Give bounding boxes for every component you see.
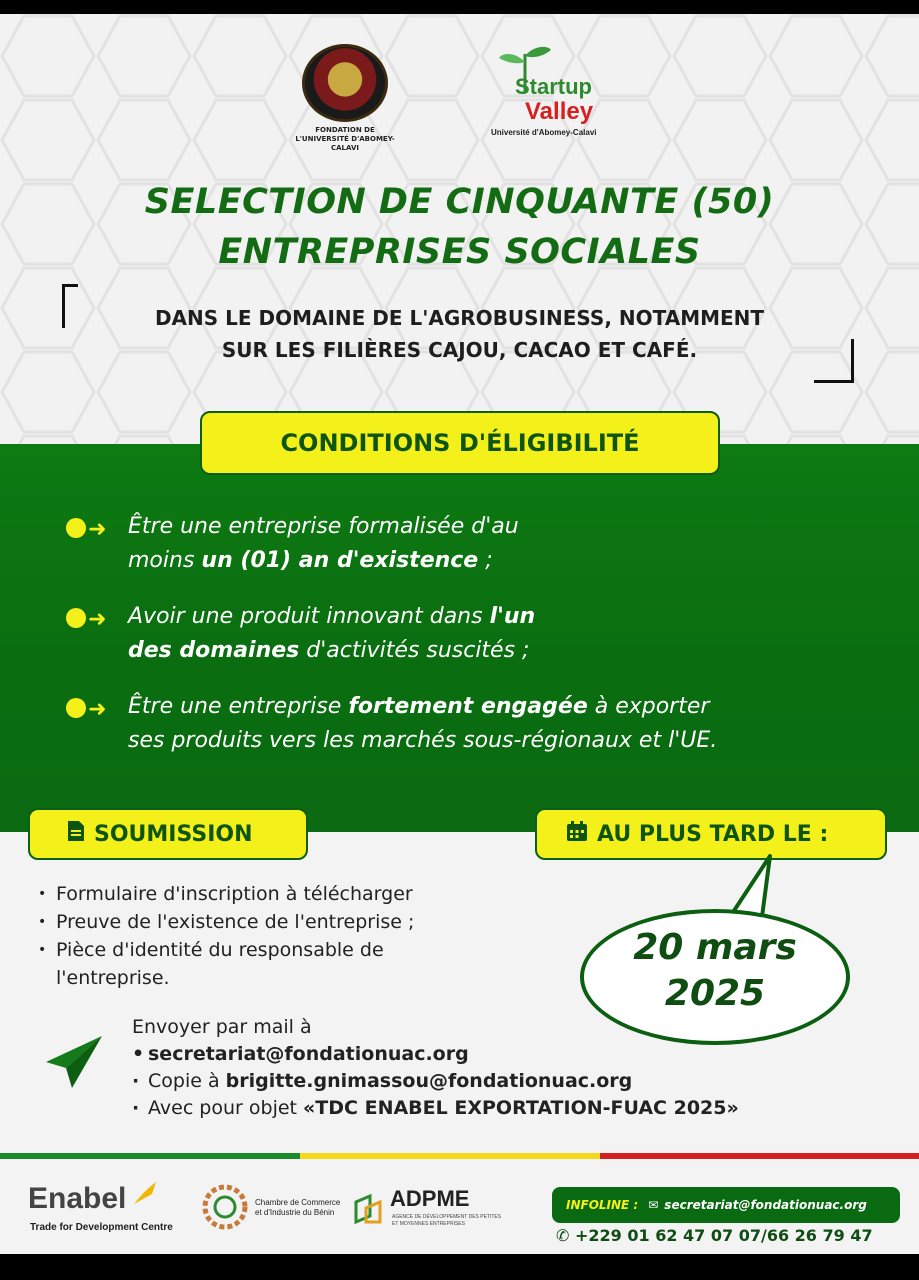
fuac-logo — [295, 44, 395, 153]
phone-number: +229 01 62 47 07 07/66 26 79 47 — [574, 1226, 873, 1245]
infoline-box — [552, 1187, 900, 1223]
startup-valley-subtitle: Université d'Abomey-Calavi — [491, 128, 597, 137]
criterion-2 — [66, 600, 906, 668]
arrow-right-icon: ➜ — [88, 517, 107, 542]
bullet-dot-icon — [66, 608, 86, 628]
infoline-label: INFOLINE : — [566, 1198, 639, 1212]
enabel-swoosh-icon — [132, 1180, 158, 1206]
conditions-heading: CONDITIONS D'ÉLIGIBILITÉ — [200, 411, 720, 475]
fuac-caption: FONDATION DE L'UNIVERSITÉ D'ABOMEY-CALAVI — [295, 126, 395, 152]
main-title-line2: ENTREPRISES SOCIALES — [218, 232, 701, 272]
mail-primary: • secretariat@fondationuac.org — [132, 1043, 469, 1065]
phone-line — [556, 1226, 873, 1245]
deadline-heading — [535, 808, 887, 860]
criterion-1-line2: moins un (01) an d'existence ; — [128, 548, 493, 573]
criterion-3-line1: Être une entreprise fortement engagée à exporter — [128, 694, 710, 719]
primary-email: secretariat@fondationuac.org — [148, 1043, 469, 1065]
arrow-right-icon: ➜ — [88, 607, 107, 632]
startup-word: Startup — [515, 74, 592, 99]
criterion-1-line1: Être une entreprise formalisée d'au — [128, 514, 519, 539]
adpme-mark-icon — [352, 1192, 386, 1226]
criterion-3 — [66, 690, 906, 758]
ccib-caption: Chambre de Commerce et d'Industrie du Bénin — [255, 1198, 341, 1217]
envelope-icon: ✉ — [648, 1198, 659, 1212]
adpme-subtitle: AGENCE DE DÉVELOPPEMENT DES PETITES ET MOYENNES ENTREPRISES — [392, 1214, 502, 1227]
deadline-heading-label: AU PLUS TARD LE : — [597, 821, 829, 847]
list-item: • Pièce d'identité du responsable de — [38, 936, 538, 964]
bullet-dot-icon — [66, 698, 86, 718]
subtitle-line1: DANS LE DOMAINE DE L'AGROBUSINESS, NOTAMMENT — [154, 306, 765, 330]
list-item: • Formulaire d'inscription à télécharger — [38, 880, 538, 908]
calendar-icon — [567, 821, 587, 847]
arrow-right-icon: ➜ — [88, 697, 107, 722]
poster — [0, 14, 919, 1254]
copy-email: brigitte.gnimassou@fondationuac.org — [225, 1070, 633, 1092]
enabel-subtitle: Trade for Development Centre — [30, 1222, 173, 1233]
enabel-logo: Enabel — [28, 1182, 127, 1215]
submission-heading — [28, 808, 308, 860]
flag-stripe-red — [600, 1153, 919, 1159]
submission-heading-label: SOUMISSION — [94, 821, 253, 847]
startup-valley-logo — [455, 44, 635, 144]
infoline-email: secretariat@fondationuac.org — [664, 1198, 867, 1212]
mail-instructions — [132, 1014, 892, 1122]
phone-icon: ✆ — [556, 1226, 570, 1245]
mail-object-value: «TDC ENABEL EXPORTATION-FUAC 2025» — [303, 1097, 739, 1119]
flag-stripe-green — [0, 1153, 300, 1159]
main-title-line1: SELECTION DE CINQUANTE (50) — [144, 182, 775, 222]
criterion-2-line1: Avoir une produit innovant dans l'un — [128, 604, 536, 629]
mail-copy: · Copie à brigitte.gnimassou@fondationuac.org — [132, 1070, 633, 1092]
submission-list — [38, 880, 538, 992]
criterion-1 — [66, 510, 906, 578]
ccib-gear-icon — [200, 1182, 250, 1232]
bullet-dot-icon — [66, 518, 86, 538]
list-item: • Preuve de l'existence de l'entreprise ; — [38, 908, 538, 936]
adpme-logo: ADPME — [390, 1186, 470, 1211]
subtitle-line2: SUR LES FILIÈRES CAJOU, CACAO ET CAFÉ. — [221, 338, 698, 362]
mail-object: · Avec pour objet «TDC ENABEL EXPORTATION-FUAC 2025» — [132, 1097, 739, 1119]
deadline-date-line1: 20 mars — [633, 927, 797, 968]
criterion-3-line2: ses produits vers les marchés sous-régionaux et l'UE. — [128, 728, 718, 753]
paper-plane-icon — [44, 1032, 104, 1092]
criterion-2-line2: des domaines d'activités suscités ; — [128, 638, 530, 663]
mail-intro: Envoyer par mail à — [132, 1016, 312, 1038]
list-item-continuation: l'entreprise. — [56, 967, 170, 989]
valley-word: Valley — [525, 98, 594, 125]
footer — [0, 1162, 919, 1254]
fuac-seal-icon — [302, 44, 388, 122]
document-icon — [68, 821, 84, 847]
bracket-bottom-right — [814, 339, 854, 383]
deadline-date-line2: 2025 — [664, 973, 766, 1014]
flag-stripe-yellow — [300, 1153, 600, 1159]
